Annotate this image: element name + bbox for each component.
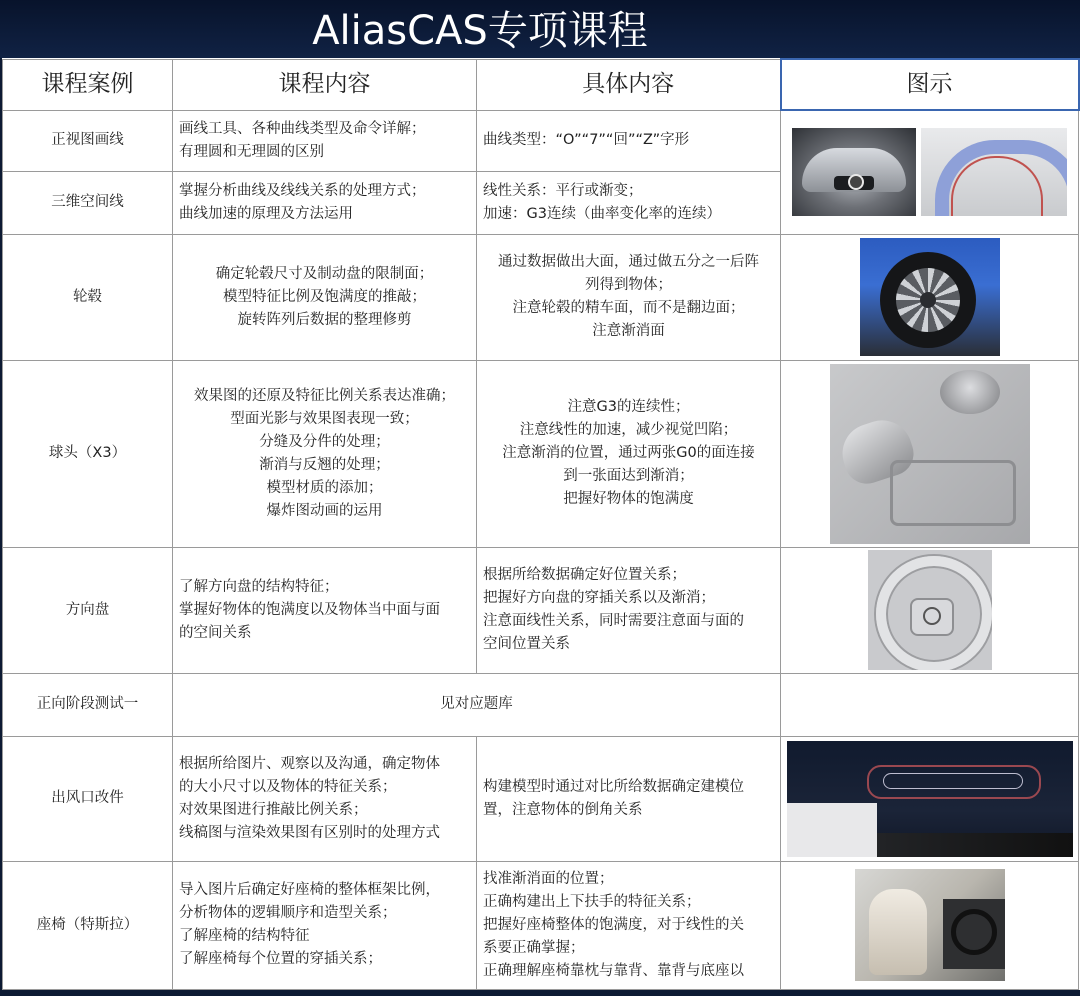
- content-line: 渐消与反翘的处理；: [259, 456, 390, 473]
- gear-knob-model-image: [830, 364, 1030, 544]
- content-cell: [173, 736, 477, 861]
- content-line: 型面光影与效果图表现一致；: [230, 410, 419, 427]
- content-line: 分缝及分件的处理；: [259, 433, 390, 450]
- content-line: 分析物体的逻辑顺序和造型关系；: [179, 905, 397, 921]
- detail-cell: [477, 736, 781, 861]
- content-line: 确定轮毂尺寸及制动盘的限制面；: [215, 265, 434, 282]
- detail-line: 注意面线性关系，同时需要注意面与面的: [483, 613, 744, 629]
- content-line: 导入图片后确定好座椅的整体框架比例，: [179, 882, 440, 898]
- detail-cell: [477, 861, 781, 989]
- detail-line: 空间位置关系: [483, 636, 570, 652]
- detail-line: 置，注意物体的倒角关系: [483, 801, 643, 818]
- merged-cell: 见对应题库: [173, 673, 781, 736]
- wheel-arch-model-image: [921, 128, 1067, 216]
- detail-cell: [477, 360, 781, 547]
- case-cell: 正向阶段测试一: [3, 673, 173, 736]
- detail-line: 加速：G3连续（曲率变化率的连续）: [483, 205, 721, 222]
- content-line: 掌握好物体的饱满度以及物体当中面与面: [179, 601, 440, 618]
- content-line: 画线工具、各种曲线类型及命令详解；: [179, 120, 426, 137]
- course-table: [2, 58, 1080, 990]
- detail-line: 列得到物体；: [585, 277, 672, 293]
- content-cell: [173, 547, 477, 673]
- content-line: 了解座椅每个位置的穿插关系；: [179, 951, 382, 967]
- detail-cell: [477, 171, 781, 234]
- content-line: 爆炸图动画的运用: [266, 502, 383, 519]
- page-title: AliasCAS专项课程: [312, 8, 648, 54]
- content-cell: [173, 171, 477, 234]
- content-line: 旋转阵列后数据的整理修剪: [237, 311, 412, 328]
- car-front-image: [792, 128, 916, 216]
- detail-line: 到一张面达到渐消；: [563, 468, 694, 484]
- content-line: 曲线加速的原理及方法运用: [179, 205, 353, 222]
- detail-line: 构建模型时通过对比所给数据确定建模位: [483, 778, 744, 795]
- content-line: 的空间关系: [179, 624, 252, 641]
- content-cell: [173, 360, 477, 547]
- image-cell: [781, 110, 1079, 234]
- content-line: 模型材质的添加；: [266, 479, 383, 496]
- page-title-bar: [0, 0, 1080, 58]
- detail-line: 注意渐消的位置，通过两张G0的面连接: [502, 445, 755, 461]
- detail-cell: [477, 234, 781, 360]
- detail-line: 系要正确掌握；: [483, 939, 585, 956]
- content-line: 了解方向盘的结构特征；: [179, 578, 339, 595]
- header-image: 图示: [781, 59, 1079, 110]
- detail-line: 注意轮毂的精车面，而不是翻边面；: [512, 300, 745, 316]
- case-cell: 轮毂: [3, 234, 173, 360]
- case-cell: 座椅（特斯拉）: [3, 861, 173, 989]
- detail-line: 注意G3的连续性；: [567, 399, 690, 415]
- table-row: [3, 360, 1079, 547]
- content-line: 掌握分析曲线及线线关系的处理方式；: [179, 182, 426, 199]
- content-line: 模型特征比例及饱满度的推敲；: [223, 288, 426, 305]
- detail-line: 把握好物体的饱满度: [563, 491, 694, 507]
- table-row: [3, 861, 1079, 989]
- case-cell: 球头（X3）: [3, 360, 173, 547]
- image-cell-empty: [781, 673, 1079, 736]
- air-vent-model-image: [787, 741, 1073, 857]
- image-cell: [781, 360, 1079, 547]
- table-row: [3, 736, 1079, 861]
- content-cell: [173, 861, 477, 989]
- case-cell: 方向盘: [3, 547, 173, 673]
- case-cell: 三维空间线: [3, 171, 173, 234]
- wheel-rim-image: [860, 238, 1000, 356]
- detail-cell: [477, 110, 781, 171]
- detail-line: 找准渐消面的位置；: [483, 870, 614, 887]
- case-cell: 正视图画线: [3, 110, 173, 171]
- detail-cell: [477, 547, 781, 673]
- detail-line: 通过数据做出大面，通过做五分之一后阵: [498, 254, 759, 270]
- detail-line: 注意渐消面: [592, 323, 665, 339]
- content-cell: [173, 110, 477, 171]
- detail-line: 把握好方向盘的穿插关系以及渐消；: [483, 590, 715, 606]
- table-row: [3, 547, 1079, 673]
- steering-wheel-model-image: [868, 550, 992, 670]
- detail-line: 曲线类型：“O”“7”“回”“Z”字形: [483, 132, 690, 148]
- content-line: 的大小尺寸以及物体的特征关系；: [179, 778, 397, 795]
- table-header-row: [3, 59, 1079, 110]
- detail-line: 正确理解座椅靠枕与靠背、靠背与底座以: [483, 962, 744, 979]
- table-row: [3, 673, 1079, 736]
- content-line: 效果图的还原及特征比例关系表达准确；: [194, 387, 455, 404]
- header-detail: 具体内容: [477, 59, 781, 110]
- image-cell: [781, 547, 1079, 673]
- content-line: 根据所给图片、观察以及沟通，确定物体: [179, 755, 440, 772]
- detail-line: 把握好座椅整体的饱满度，对于线性的关: [483, 916, 744, 933]
- content-line: 有理圆和无理圆的区别: [179, 143, 324, 160]
- header-case: 课程案例: [3, 59, 173, 110]
- content-line: 线稿图与渲染效果图有区别时的处理方式: [179, 824, 440, 841]
- content-line: 对效果图进行推敲比例关系；: [179, 801, 368, 818]
- content-cell: [173, 234, 477, 360]
- detail-line: 正确构建出上下扶手的特征关系；: [483, 893, 701, 910]
- header-content: 课程内容: [173, 59, 477, 110]
- car-seat-interior-image: [855, 869, 1005, 981]
- detail-line: 注意线性的加速，减少视觉凹陷；: [519, 422, 738, 438]
- table-row: [3, 234, 1079, 360]
- detail-line: 线性关系：平行或渐变；: [483, 182, 643, 199]
- table-row: [3, 110, 1079, 171]
- image-cell: [781, 861, 1079, 989]
- case-cell: 出风口改件: [3, 736, 173, 861]
- content-line: 了解座椅的结构特征: [179, 928, 310, 944]
- image-cell: [781, 736, 1079, 861]
- detail-line: 根据所给数据确定好位置关系；: [483, 567, 686, 583]
- image-cell: [781, 234, 1079, 360]
